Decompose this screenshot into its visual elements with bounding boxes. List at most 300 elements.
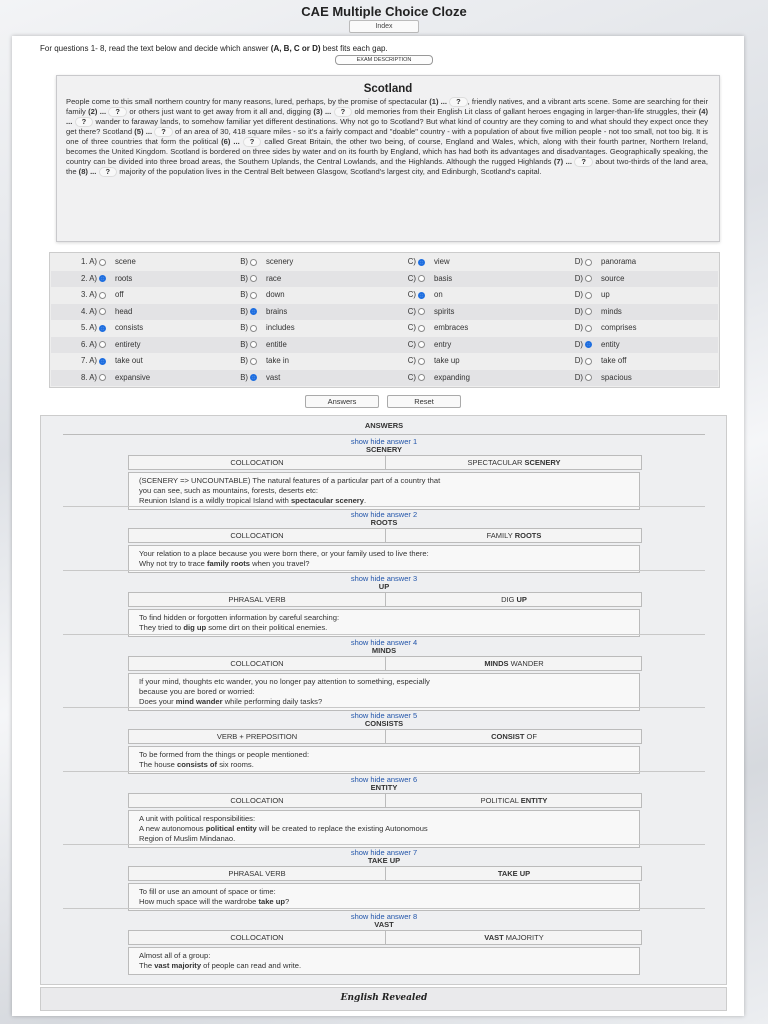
- option-letter: D): [574, 339, 583, 349]
- option-label: expanding: [434, 372, 470, 382]
- option-letter: 5. A): [80, 323, 97, 332]
- option-letter: C): [407, 273, 416, 283]
- show-hide-answer-link[interactable]: show hide answer 6: [350, 775, 418, 784]
- radio-button[interactable]: [99, 308, 106, 315]
- instructions-bold: (A, B, C or D): [270, 44, 321, 53]
- definition-line: [139, 559, 629, 569]
- radio-button[interactable]: [250, 325, 257, 332]
- collocation-header: [128, 592, 642, 607]
- highlight: mind wander: [175, 697, 223, 706]
- answers-button[interactable]: Answers: [305, 395, 379, 408]
- radio-button[interactable]: [585, 358, 592, 365]
- radio-button[interactable]: [418, 341, 425, 348]
- option-cell[interactable]: [53, 320, 143, 337]
- option-cell[interactable]: [389, 271, 452, 288]
- highlight: dig up: [183, 623, 207, 632]
- collocation-key: UP: [516, 595, 527, 604]
- option-cell[interactable]: [221, 304, 287, 321]
- option-label: includes: [266, 323, 295, 332]
- radio-button[interactable]: [99, 292, 106, 299]
- radio-button[interactable]: [99, 325, 106, 332]
- option-cell[interactable]: [53, 254, 136, 271]
- option-label: entity: [601, 339, 620, 349]
- option-letter: C): [407, 372, 416, 382]
- passage-segment: or others just want to get away from it all and, digging: [127, 107, 314, 117]
- collocation-key: ROOTS: [514, 531, 542, 540]
- radio-button[interactable]: [250, 259, 257, 266]
- option-cell[interactable]: [389, 370, 470, 387]
- gap-number: (8) ...: [78, 167, 99, 177]
- radio-button[interactable]: [99, 341, 106, 348]
- divider: [63, 570, 705, 571]
- text: Your relation to a place because you were born there, or your family used to live there:: [139, 549, 429, 558]
- option-label: take out: [115, 356, 143, 365]
- gap-number: (2) ...: [88, 107, 109, 117]
- radio-button[interactable]: [585, 341, 592, 348]
- option-label: spacious: [601, 372, 632, 382]
- option-letter: D): [574, 273, 583, 283]
- answer-word: TAKE UP: [367, 856, 401, 865]
- gap-placeholder-7[interactable]: ?: [574, 157, 593, 167]
- option-letter: B): [240, 257, 248, 266]
- option-cell[interactable]: [53, 370, 150, 387]
- passage-segment: about two-thirds of the land area, the: [66, 157, 708, 177]
- radio-button[interactable]: [99, 358, 106, 365]
- collocation-type: COLLOCATION: [230, 458, 284, 467]
- radio-button[interactable]: [99, 275, 106, 282]
- gap-number: (1) ...: [429, 97, 450, 106]
- text: six rooms.: [217, 760, 254, 769]
- option-label: head: [115, 306, 133, 316]
- collocation-header: [128, 729, 642, 744]
- option-label: entirety: [115, 339, 141, 349]
- option-cell[interactable]: [389, 254, 450, 271]
- passage-segment: called Great Britain, the other two being, of course, England and Wales, which, along with their fourth partner, Northern Ireland, becomes the United Kingdom. Scotland is bordered on three sides by water and on its fourth by England, which has had both its advantages and disadvantages. Geographically speaking, the country can be divided into three broad areas, the Southern Uplands, the Central Lowlands, and the Highlands. Although the rugged Highlands: [66, 137, 708, 167]
- answer-definition: [128, 883, 640, 911]
- option-label: source: [601, 273, 625, 283]
- text: .: [363, 496, 367, 505]
- option-cell[interactable]: [556, 304, 622, 321]
- option-label: consists: [115, 323, 144, 332]
- option-letter: C): [407, 306, 416, 316]
- option-cell[interactable]: [556, 254, 636, 271]
- option-label: spirits: [434, 306, 455, 316]
- text: To be formed from the things or people mentioned:: [139, 750, 310, 759]
- gap-placeholder-6[interactable]: ?: [243, 137, 262, 147]
- show-hide-answer-link[interactable]: show hide answer 5: [350, 711, 418, 720]
- option-cell[interactable]: [221, 254, 293, 271]
- option-label: panorama: [601, 257, 637, 266]
- divider: [63, 771, 705, 772]
- text: while performing daily tasks?: [222, 697, 323, 706]
- collocation-header: [128, 455, 642, 470]
- option-letter: 3. A): [80, 290, 97, 299]
- option-label: take in: [266, 356, 289, 365]
- option-cell[interactable]: [221, 271, 281, 288]
- definition-line: [139, 496, 629, 506]
- collocation-example: [385, 456, 642, 469]
- index-button[interactable]: Index: [349, 20, 419, 33]
- option-label: entry: [434, 339, 452, 349]
- collocation-key: MINDS: [484, 659, 509, 668]
- definition-line: [139, 834, 629, 844]
- option-letter: 6. A): [80, 339, 97, 349]
- gap-placeholder-1[interactable]: ?: [449, 97, 468, 107]
- show-hide-answer-link[interactable]: show hide answer 1: [350, 437, 418, 446]
- option-cell[interactable]: [221, 370, 280, 387]
- option-label: scenery: [266, 257, 294, 266]
- gap-number: (4) ...: [66, 107, 708, 127]
- option-letter: 7. A): [80, 356, 97, 365]
- option-letter: C): [407, 339, 416, 349]
- option-letter: B): [240, 306, 248, 316]
- passage-segment: majority of the population lives in the Central Belt between Glasgow, Scotland's largest city, and Edinburgh, Scotland's capital.: [117, 167, 542, 177]
- text: ?: [285, 897, 290, 906]
- option-letter: 4. A): [80, 306, 97, 316]
- gap-placeholder-4[interactable]: ?: [75, 117, 94, 127]
- gap-placeholder-3[interactable]: ?: [334, 107, 353, 117]
- option-label: view: [434, 257, 450, 266]
- radio-button[interactable]: [418, 374, 425, 381]
- answer-definition: [128, 472, 640, 510]
- definition-line: [139, 951, 629, 961]
- text: when you travel?: [250, 559, 310, 568]
- divider: [63, 908, 705, 909]
- collocation-rest: MAJORITY: [503, 933, 544, 942]
- collocation-header: [128, 656, 642, 671]
- definition-line: [139, 750, 629, 760]
- collocation-key: TAKE UP: [497, 869, 531, 878]
- divider: [63, 707, 705, 708]
- collocation-type: VERB + PREPOSITION: [216, 732, 298, 741]
- option-label: race: [266, 273, 282, 283]
- collocation-example: [385, 593, 642, 606]
- collocation-example: [385, 529, 642, 542]
- option-cell[interactable]: [53, 287, 124, 304]
- option-letter: D): [574, 372, 583, 382]
- option-cell[interactable]: [221, 320, 295, 337]
- reset-button[interactable]: Reset: [387, 395, 461, 408]
- answer-word: MINDS: [371, 646, 397, 655]
- show-hide-answer-link[interactable]: show hide answer 4: [350, 638, 418, 647]
- option-cell[interactable]: [53, 304, 132, 321]
- radio-button[interactable]: [585, 275, 592, 282]
- collocation-example: [385, 730, 642, 743]
- option-letter: 2. A): [80, 273, 97, 283]
- option-letter: 8. A): [80, 372, 97, 382]
- answer-definition: [128, 947, 640, 975]
- question-row-5: [51, 320, 718, 337]
- option-letter: C): [407, 290, 416, 299]
- collocation-rest: FAMILY: [486, 531, 515, 540]
- text: The: [139, 961, 155, 970]
- option-label: roots: [115, 273, 133, 283]
- option-letter: B): [240, 323, 248, 332]
- option-cell[interactable]: [556, 271, 624, 288]
- question-row-6: [51, 337, 718, 354]
- option-label: embraces: [434, 323, 469, 332]
- option-letter: C): [407, 323, 416, 332]
- option-label: comprises: [601, 323, 637, 332]
- option-label: entitle: [266, 339, 287, 349]
- option-label: take up: [434, 356, 460, 365]
- text: The house: [139, 760, 177, 769]
- definition-line: [139, 760, 629, 770]
- collocation-type: COLLOCATION: [230, 531, 284, 540]
- collocation-header: [128, 866, 642, 881]
- option-label: on: [434, 290, 443, 299]
- collocation-key: CONSIST: [491, 732, 525, 741]
- collocation-example: [385, 794, 642, 807]
- definition-line: [139, 476, 629, 486]
- answer-word: SCENERY: [366, 445, 402, 454]
- radio-button[interactable]: [250, 374, 257, 381]
- option-cell[interactable]: [389, 337, 451, 354]
- option-letter: C): [407, 356, 416, 365]
- divider: [63, 634, 705, 635]
- option-letter: B): [240, 273, 248, 283]
- definition-line: [139, 697, 629, 707]
- question-row-4: [51, 304, 718, 321]
- radio-button[interactable]: [585, 325, 592, 332]
- text: will be created to replace the existing Autonomous: [256, 824, 428, 833]
- collocation-example: [385, 657, 642, 670]
- highlight: spectacular scenery: [290, 496, 364, 505]
- radio-button[interactable]: [585, 259, 592, 266]
- option-label: down: [266, 290, 285, 299]
- option-cell[interactable]: [221, 337, 287, 354]
- text: To find hidden or forgotten information by careful searching:: [139, 613, 340, 622]
- radio-button[interactable]: [418, 325, 425, 332]
- option-cell[interactable]: [556, 287, 610, 304]
- option-cell[interactable]: [389, 287, 443, 304]
- exam-description-button[interactable]: EXAM DESCRIPTION: [335, 55, 433, 65]
- option-cell[interactable]: [556, 353, 626, 370]
- radio-button[interactable]: [585, 374, 592, 381]
- radio-button[interactable]: [250, 341, 257, 348]
- options-table: [49, 252, 720, 388]
- option-label: up: [601, 290, 610, 299]
- option-cell[interactable]: [389, 353, 460, 370]
- passage-box: [56, 75, 720, 242]
- option-cell[interactable]: [556, 370, 632, 387]
- divider: [63, 844, 705, 845]
- option-letter: D): [574, 290, 583, 299]
- definition-line: [139, 961, 629, 971]
- text: If your mind, thoughts etc wander, you no longer pay attention to something, especially: [139, 677, 430, 686]
- option-cell[interactable]: [53, 353, 143, 370]
- definition-line: [139, 677, 629, 687]
- text: (SCENERY => UNCOUNTABLE) The natural features of a particular part of a country that: [139, 476, 441, 485]
- option-letter: C): [407, 257, 416, 266]
- definition-line: [139, 613, 629, 623]
- passage-segment: People come to this small northern country for many reasons, lured, perhaps, by the promise of spectacular: [66, 97, 430, 106]
- show-hide-answer-link[interactable]: show hide answer 8: [350, 912, 418, 921]
- answer-definition: [128, 810, 640, 848]
- answer-word: UP: [378, 582, 390, 591]
- text: some dirt on their political enemies.: [206, 623, 328, 632]
- option-label: scene: [115, 257, 136, 266]
- highlight: consists of: [177, 760, 218, 769]
- collocation-key: ENTITY: [520, 796, 548, 805]
- definition-line: [139, 814, 629, 824]
- radio-button[interactable]: [585, 308, 592, 315]
- definition-line: [139, 887, 629, 897]
- gap-number: (7) ...: [553, 157, 575, 167]
- show-hide-answer-link[interactable]: show hide answer 3: [350, 574, 418, 583]
- text: because you are bored or worried:: [139, 687, 255, 696]
- option-letter: B): [240, 339, 248, 349]
- collocation-example: [385, 867, 642, 880]
- text: Reunion Island is a wildly tropical Island with: [139, 496, 291, 505]
- collocation-key: VAST: [484, 933, 504, 942]
- passage-segment: old memories from their English Lit class of gallant heroes engaging in larger-than-life struggles, their: [352, 107, 699, 117]
- instructions-suffix: best fits each gap.: [320, 44, 388, 53]
- option-label: minds: [601, 306, 622, 316]
- divider: [63, 506, 705, 507]
- question-row-2: [51, 271, 718, 288]
- definition-line: [139, 549, 629, 559]
- option-cell[interactable]: [389, 320, 468, 337]
- radio-button[interactable]: [99, 374, 106, 381]
- highlight: take up: [258, 897, 286, 906]
- text: Why not try to trace: [139, 559, 207, 568]
- text: Region of Muslim Mindanao.: [139, 834, 236, 843]
- show-hide-answer-link[interactable]: show hide answer 7: [350, 848, 418, 857]
- answer-definition: [128, 673, 640, 711]
- option-cell[interactable]: [556, 337, 620, 354]
- text: you can see, such as mountains, forests, deserts etc:: [139, 486, 318, 495]
- option-letter: B): [240, 356, 248, 365]
- gap-placeholder-5[interactable]: ?: [154, 127, 173, 137]
- definition-line: [139, 687, 629, 697]
- collocation-type: PHRASAL VERB: [228, 595, 286, 604]
- option-label: off: [115, 290, 124, 299]
- collocation-key: SCENERY: [524, 458, 561, 467]
- radio-button[interactable]: [418, 308, 425, 315]
- collocation-header: [128, 930, 642, 945]
- answer-word: ROOTS: [370, 518, 398, 527]
- text: To fill or use an amount of space or time:: [139, 887, 276, 896]
- option-letter: B): [240, 372, 248, 382]
- collocation-rest: DIG: [501, 595, 517, 604]
- option-cell[interactable]: [53, 337, 141, 354]
- option-letter: D): [574, 306, 583, 316]
- highlight: family roots: [206, 559, 250, 568]
- question-row-8: [51, 370, 718, 387]
- option-letter: D): [574, 257, 583, 266]
- option-cell[interactable]: [221, 353, 289, 370]
- option-cell[interactable]: [221, 287, 285, 304]
- option-label: take off: [601, 356, 627, 365]
- text: Does your: [139, 697, 176, 706]
- answer-definition: [128, 746, 640, 774]
- gap-placeholder-8[interactable]: ?: [99, 167, 118, 177]
- option-cell[interactable]: [556, 320, 637, 337]
- answer-word: CONSISTS: [364, 719, 404, 728]
- option-label: brains: [266, 306, 288, 316]
- radio-button[interactable]: [585, 292, 592, 299]
- option-label: basis: [434, 273, 453, 283]
- collocation-type: COLLOCATION: [230, 796, 284, 805]
- radio-button[interactable]: [418, 259, 425, 266]
- definition-line: [139, 824, 629, 834]
- text: Almost all of a group:: [139, 951, 211, 960]
- collocation-header: [128, 528, 642, 543]
- passage-title: Scotland: [363, 83, 413, 95]
- text: They tried to: [139, 623, 184, 632]
- radio-button[interactable]: [250, 358, 257, 365]
- passage-segment: wander to faraway lands, to somehow familiar yet different destinations. Why not go to Scotland? But what kind of country are they coming to and what should they expect once they get there? Scotland: [66, 117, 708, 137]
- answer-word: ENTITY: [370, 783, 398, 792]
- question-row-3: [51, 287, 718, 304]
- answer-definition: [128, 609, 640, 637]
- gap-number: (3) ...: [313, 107, 334, 117]
- gap-number: (5) ...: [134, 127, 155, 137]
- collocation-rest: POLITICAL: [480, 796, 521, 805]
- collocation-rest: SPECTACULAR: [467, 458, 525, 467]
- radio-button[interactable]: [250, 292, 257, 299]
- text: How much space will the wardrobe: [139, 897, 259, 906]
- radio-button[interactable]: [418, 275, 425, 282]
- answers-heading: ANSWERS: [364, 421, 404, 430]
- collocation-type: COLLOCATION: [230, 933, 284, 942]
- text: of people can read and write.: [201, 961, 302, 970]
- definition-line: [139, 486, 629, 496]
- highlight: vast majority: [154, 961, 202, 970]
- radio-button[interactable]: [250, 275, 257, 282]
- instructions-prefix: For questions 1- 8, read the text below and decide which answer: [40, 44, 271, 53]
- option-letter: D): [574, 323, 583, 332]
- collocation-example: [385, 931, 642, 944]
- definition-line: [139, 897, 629, 907]
- radio-button[interactable]: [418, 358, 425, 365]
- passage-segment: of an area of 30, 418 square miles - so it's a fairly compact and "doable" country - with a population of about five million people - not too small, not too big. It is one of three countries that form the political: [66, 127, 708, 147]
- collocation-header: [128, 793, 642, 808]
- radio-button[interactable]: [250, 308, 257, 315]
- page-title: CAE Multiple Choice Cloze: [301, 4, 467, 19]
- question-row-7: [51, 353, 718, 370]
- option-cell[interactable]: [53, 271, 132, 288]
- option-cell[interactable]: [389, 304, 454, 321]
- radio-button[interactable]: [418, 292, 425, 299]
- question-row-1: [51, 254, 718, 271]
- passage-segment: , friendly natives, and a vibrant arts scene. Some are searching for their family: [66, 97, 708, 117]
- text: A unit with political responsibilities:: [139, 814, 256, 823]
- collocation-rest: WANDER: [508, 659, 544, 668]
- radio-button[interactable]: [99, 259, 106, 266]
- show-hide-answer-link[interactable]: show hide answer 2: [350, 510, 418, 519]
- option-letter: 1. A): [80, 257, 97, 266]
- option-label: vast: [266, 372, 281, 382]
- highlight: political entity: [205, 824, 257, 833]
- option-letter: B): [240, 290, 248, 299]
- site-logo[interactable]: English Revealed: [340, 993, 428, 1003]
- collocation-rest: OF: [524, 732, 537, 741]
- text: A new autonomous: [139, 824, 206, 833]
- collocation-type: PHRASAL VERB: [228, 869, 286, 878]
- divider: [63, 434, 705, 435]
- answer-word: VAST: [374, 920, 394, 929]
- option-letter: D): [574, 356, 583, 365]
- answer-definition: [128, 545, 640, 573]
- passage-text: [66, 97, 708, 177]
- definition-line: [139, 623, 629, 633]
- gap-number: (6) ...: [221, 137, 243, 147]
- gap-placeholder-2[interactable]: ?: [108, 107, 127, 117]
- option-label: expansive: [115, 372, 151, 382]
- collocation-type: COLLOCATION: [230, 659, 284, 668]
